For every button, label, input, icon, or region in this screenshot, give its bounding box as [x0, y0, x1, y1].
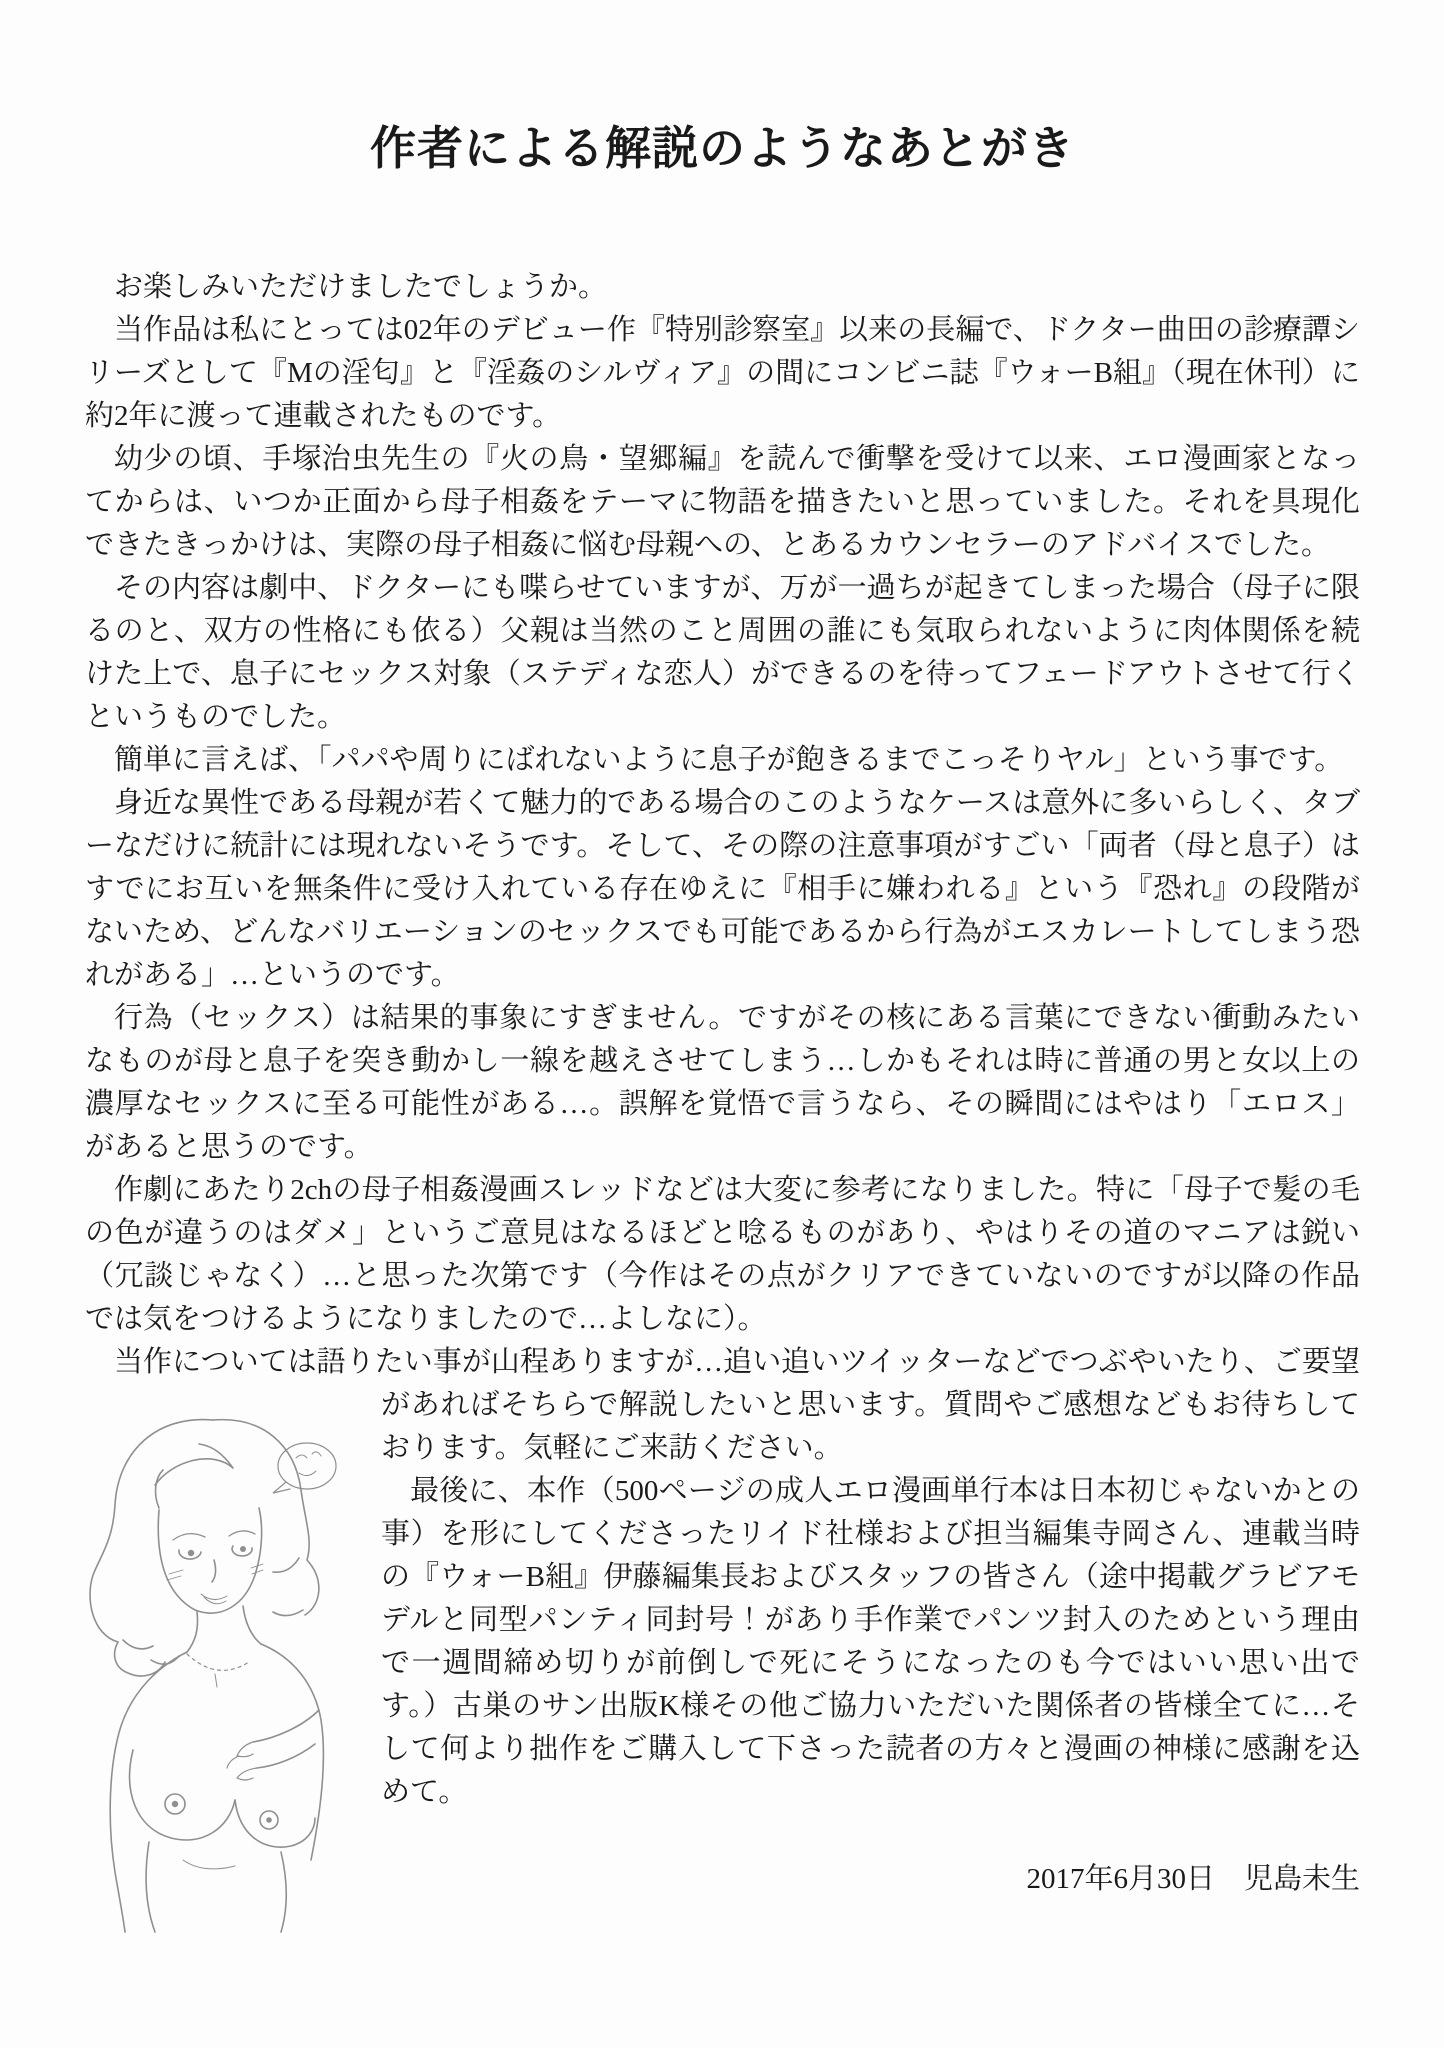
paragraph-with-illustration: [85, 1341, 1360, 1470]
woman-sketch-illustration: [63, 1390, 363, 1935]
paragraph: 幼少の頃、手塚治虫先生の『火の鳥・望郷編』を読んで衝撃を受けて以来、エロ漫画家となってからは、いつか正面から母子相姦をテーマに物語を描きたいと思っていました。それを具現化できたきっかけは、実際の母子相姦に悩む母親への、とあるカウンセラーのアドバイスでした。: [85, 443, 1360, 561]
author-illustration: [63, 1390, 363, 1935]
body-text: [85, 266, 1360, 1901]
paragraph: 当作品は私にとっては02年のデビュー作『特別診察室』以来の長編で、ドクター曲田の診療譚シリーズとして『Mの淫匂』と『淫姦のシルヴィア』の間にコンビニ誌『ウォーB組』（現在休刊）に約2年に渡って連載されたものです。: [85, 314, 1360, 432]
signature-line: 2017年6月30日 児島未生: [1026, 1863, 1360, 1895]
paragraph: 身近な異性である母親が若くて魅力的である場合のこのようなケースは意外に多いらしく、タブーなだけに統計には現れないそうです。そして、その際の注意事項がすごい「両者（母と息子）はすでにお互いを無条件に受け入れている存在ゆえに『相手に嫌われる』という『恐れ』の段階がないため、どんなバリエーションのセックスでも可能であるから行為がエスカレートしてしまう恐れがある」…というのです。: [85, 787, 1360, 991]
page-title: 作者による解説のようなあとがき: [370, 123, 1075, 174]
paragraph: 最後に、本作（500ページの成人エロ漫画単行本は日本初じゃないかとの事）を形にしてくださったリイド社様および担当編集寺岡さん、連載当時の『ウォーB組』伊藤編集長およびスタッフの皆さん（途中掲載グラビアモデルと同型パンティ同封号！があり手作業でパンツ封入のためという理由で一週間締め切りが前倒しで死にそうになったのも今ではいい思い出です。）古巣のサン出版K様その他ご協力いただいた関係者の皆様全てに…そして何より拙作をご購入して下さった読者の方々と漫画の神様に感謝を込めて。: [381, 1475, 1360, 1808]
paragraph: その内容は劇中、ドクターにも喋らせていますが、万が一過ちが起きてしまった場合（母子に限るのと、双方の性格にも依る）父親は当然のこと周囲の誰にも気取られないように肉体関係を続けた上で、息子にセックス対象（ステディな恋人）ができるのを待ってフェードアウトさせて行くというものでした。: [85, 572, 1360, 733]
paragraph: 作劇にあたり2chの母子相姦漫画スレッドなどは大変に参考になりました。特に「母子で髪の毛の色が違うのはダメ」というご意見はなるほどと唸るものがあり、やはりその道のマニアは鋭い（冗談じゃなく）…と思った次第です（今作はその点がクリアできていないのですが以降の作品では気をつけるようになりましたので…よしなに）。: [85, 1174, 1360, 1335]
speech-bubble-icon: [273, 1443, 336, 1493]
paragraph-text: 当作については語りたい事が山程ありますが…追い追いツイッターなどでつぶやいたり、ご要望: [114, 1346, 1360, 1378]
paragraph-text: があればそちらで解説したいと思います。質問やご感想などもお待ちしております。気軽にご来訪ください。: [381, 1389, 1360, 1464]
paragraph: お楽しみいただけましたでしょうか。: [114, 271, 608, 303]
paragraph: 行為（セックス）は結果的事象にすぎません。ですがその核にある言葉にできない衝動みたいなものが母と息子を突き動かし一線を越えさせてしまう…しかもそれは時に普通の男と女以上の濃厚なセックスに至る可能性がある…。誤解を覚悟で言うなら、その瞬間にはやはり「エロス」があると思うのです。: [85, 1002, 1360, 1163]
paragraph: 簡単に言えば、「パパや周りにばれないように息子が飽きるまでこっそりヤル」という事です。: [114, 744, 1344, 776]
